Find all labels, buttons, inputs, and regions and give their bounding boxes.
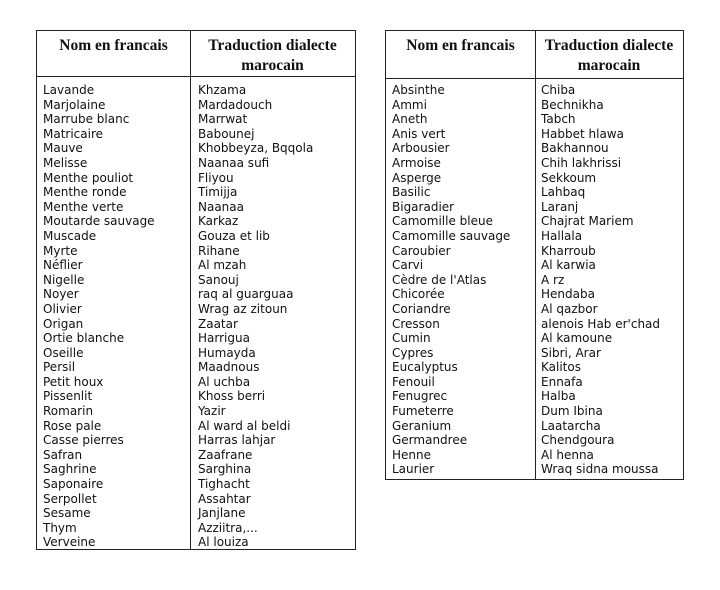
dialect-name: Karkaz	[198, 214, 239, 229]
dialect-name: A rz	[541, 272, 565, 287]
dialect-name: Harrigua	[198, 331, 250, 346]
dialect-name: Marrwat	[198, 112, 248, 127]
dialect-name: Al qazbor	[541, 301, 598, 316]
left-table	[36, 30, 356, 550]
header-divider	[37, 76, 355, 77]
french-name: Muscade	[43, 228, 97, 243]
dialect-name: Babounej	[198, 126, 255, 141]
french-name: Origan	[43, 316, 84, 331]
header-french-name: Nom en francais	[406, 37, 515, 54]
dialect-name: Khobbeyza, Bqqola	[198, 141, 314, 156]
dialect-name: Gouza et lib	[198, 228, 270, 243]
column-divider	[535, 31, 536, 479]
french-name: Cresson	[392, 316, 440, 331]
french-name: Oseille	[43, 345, 84, 360]
french-name: Verveine	[43, 535, 96, 550]
french-name: Matricaire	[43, 126, 104, 141]
dialect-names-column	[198, 83, 313, 550]
french-name: Carvi	[392, 258, 424, 273]
french-name: Moutarde sauvage	[43, 214, 155, 229]
french-name: Germandree	[392, 433, 468, 448]
french-name: Caroubier	[392, 243, 451, 258]
french-name: Bigaradier	[392, 199, 455, 214]
french-name: Noyer	[43, 287, 79, 302]
french-name: Thym	[43, 520, 77, 535]
french-name: Laurier	[392, 462, 435, 477]
dialect-name: Khoss berri	[198, 389, 266, 404]
header-french-name: Nom en francais	[59, 37, 168, 54]
french-name: Fumeterre	[392, 404, 454, 419]
french-name: Eucalyptus	[392, 360, 458, 375]
french-name: Geranium	[392, 418, 452, 433]
french-name: Romarin	[43, 404, 94, 419]
dialect-name: Laranj	[541, 199, 579, 214]
dialect-name: Naanaa sufi	[198, 155, 270, 170]
french-name: Aneth	[392, 112, 428, 127]
dialect-name: Dum Ibina	[541, 404, 603, 419]
french-name: Casse pierres	[43, 433, 124, 448]
dialect-name: Sibri, Arar	[541, 345, 601, 360]
french-name: Menthe pouliot	[43, 170, 134, 185]
dialect-name: Hendaba	[541, 287, 595, 302]
french-names-column	[43, 83, 155, 550]
header-divider	[386, 78, 683, 79]
dialect-name: Zaatar	[198, 316, 238, 331]
dialect-name: Tighacht	[198, 477, 250, 492]
french-name: Rose pale	[43, 418, 102, 433]
french-name: Camomille bleue	[392, 214, 493, 229]
dialect-name: Al louiza	[198, 535, 249, 550]
french-name: Nigelle	[43, 272, 85, 287]
dialect-name: Assahtar	[198, 491, 251, 506]
dialect-name: Tabch	[541, 112, 576, 127]
dialect-name: Harras lahjar	[198, 433, 276, 448]
french-name: Petit houx	[43, 374, 104, 389]
dialect-name: Azziitra,...	[198, 520, 258, 535]
dialect-name: Wraq sidna moussa	[541, 462, 659, 477]
dialect-name: Wrag az zitoun	[198, 301, 288, 316]
dialect-name: Laatarcha	[541, 418, 601, 433]
french-name: Marjolaine	[43, 97, 106, 112]
dialect-name: Fliyou	[198, 170, 234, 185]
dialect-name: Sekkoum	[541, 170, 597, 185]
french-name: Saponaire	[43, 477, 104, 492]
french-name: Persil	[43, 360, 76, 375]
french-name: Camomille sauvage	[392, 228, 511, 243]
dialect-name: Timijja	[198, 185, 238, 200]
dialect-name: Lahbaq	[541, 185, 586, 200]
dialect-name: Rihane	[198, 243, 240, 258]
dialect-name: Zaafrane	[198, 447, 253, 462]
dialect-name: Al kamoune	[541, 331, 613, 346]
french-name: Néflier	[43, 258, 83, 273]
french-name: Anis vert	[392, 126, 446, 141]
header-dialect-translation: Traduction dialecte marocain	[544, 37, 674, 74]
dialect-name: Humayda	[198, 345, 256, 360]
dialect-name: Al mzah	[198, 258, 247, 273]
dialect-name: Naanaa	[198, 199, 244, 214]
french-name: Asperge	[392, 170, 442, 185]
dialect-name: Sarghina	[198, 462, 252, 477]
right-table	[385, 30, 684, 480]
french-name: Fenugrec	[392, 389, 448, 404]
french-name: Saghrine	[43, 462, 97, 477]
french-names-column	[392, 83, 510, 477]
dialect-name: Kharroub	[541, 243, 596, 258]
french-name: Basilic	[392, 185, 431, 200]
french-name: Menthe verte	[43, 199, 124, 214]
french-name: Absinthe	[392, 83, 445, 97]
french-name: Fenouil	[392, 374, 435, 389]
french-name: Armoise	[392, 155, 441, 170]
dialect-name: Khzama	[198, 83, 247, 97]
french-name: Olivier	[43, 301, 82, 316]
dialect-name: Mardadouch	[198, 97, 273, 112]
dialect-name: Habbet hlawa	[541, 126, 624, 141]
dialect-name: alenois Hab er'chad	[541, 316, 661, 331]
dialect-names-column	[541, 83, 660, 477]
dialect-name: raq al guarguaa	[198, 287, 294, 302]
dialect-name: Halba	[541, 389, 576, 404]
dialect-name: Kalitos	[541, 360, 581, 375]
french-name: Cypres	[392, 345, 434, 360]
french-name: Menthe ronde	[43, 185, 127, 200]
header-dialect-translation: Traduction dialecte marocain	[208, 37, 337, 74]
french-name: Mauve	[43, 141, 83, 156]
dialect-name: Chih lakhrissi	[541, 155, 622, 170]
french-name: Coriandre	[392, 301, 451, 316]
dialect-name: Al ward al beldi	[198, 418, 291, 433]
french-name: Lavande	[43, 83, 95, 97]
column-divider	[190, 31, 191, 549]
french-name: Ammi	[392, 97, 427, 112]
dialect-name: Ennafa	[541, 374, 583, 389]
dialect-name: Hallala	[541, 228, 583, 243]
dialect-name: Al henna	[541, 447, 594, 462]
french-name: Chicorée	[392, 287, 445, 302]
french-name: Serpollet	[43, 491, 97, 506]
french-name: Safran	[43, 447, 83, 462]
french-name: Melisse	[43, 155, 88, 170]
french-name: Cumin	[392, 331, 431, 346]
french-name: Cèdre de l'Atlas	[392, 272, 487, 287]
dialect-name: Maadnous	[198, 360, 260, 375]
dialect-name: Chiba	[541, 83, 576, 97]
french-name: Myrte	[43, 243, 78, 258]
dialect-name: Janjlane	[198, 506, 246, 521]
french-name: Ortie blanche	[43, 331, 125, 346]
french-name: Marrube blanc	[43, 112, 130, 127]
french-name: Henne	[392, 447, 431, 462]
french-name: Arbousier	[392, 141, 450, 156]
dialect-name: Al uchba	[198, 374, 251, 389]
dialect-name: Chajrat Mariem	[541, 214, 634, 229]
dialect-name: Bechnikha	[541, 97, 604, 112]
french-name: Pissenlit	[43, 389, 93, 404]
dialect-name: Al karwia	[541, 258, 596, 273]
dialect-name: Sanouj	[198, 272, 239, 287]
dialect-name: Chendgoura	[541, 433, 615, 448]
french-name: Sesame	[43, 506, 91, 521]
dialect-name: Yazir	[198, 404, 226, 419]
dialect-name: Bakhannou	[541, 141, 609, 156]
